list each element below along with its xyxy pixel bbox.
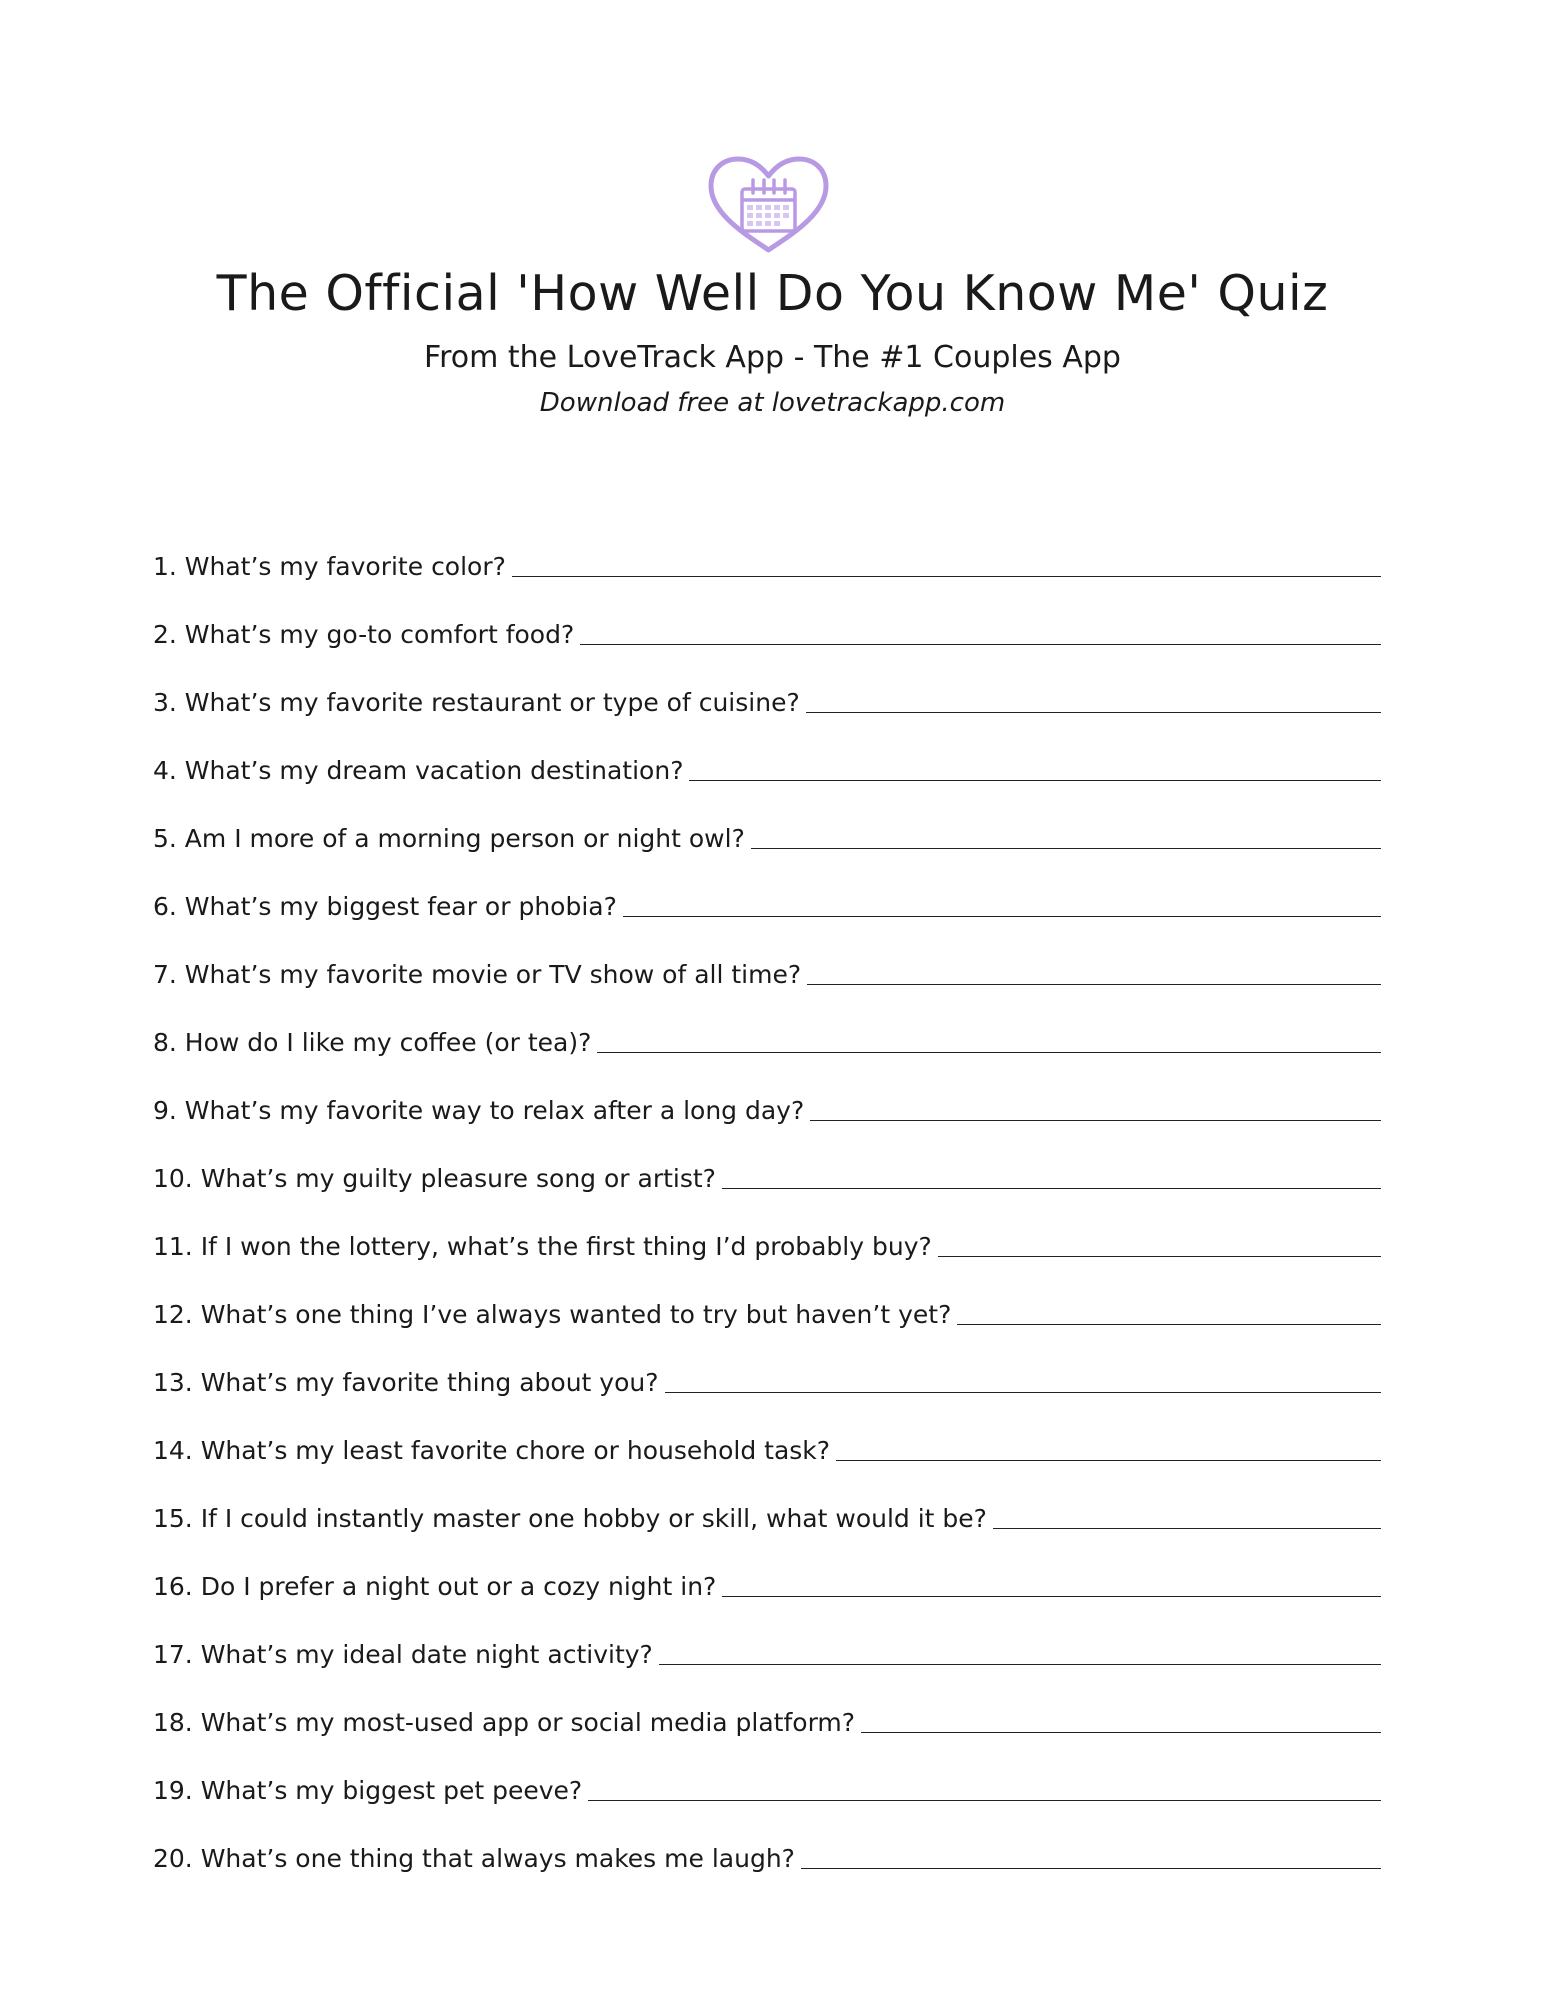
quiz-question <box>153 1740 1381 1808</box>
quiz-question <box>153 1536 1381 1604</box>
question-text: 10. What’s my guilty pleasure song or artist? <box>153 1164 716 1193</box>
question-list <box>153 516 1381 1876</box>
quiz-question <box>153 1604 1381 1672</box>
quiz-question <box>153 924 1381 992</box>
question-text: 17. What’s my ideal date night activity? <box>153 1640 653 1669</box>
question-text: 20. What’s one thing that always makes me laugh? <box>153 1844 795 1873</box>
answer-line[interactable] <box>938 1256 1381 1257</box>
quiz-question <box>153 1128 1381 1196</box>
quiz-question <box>153 1400 1381 1468</box>
quiz-question <box>153 788 1381 856</box>
download-note: Download free at lovetrackapp.com <box>539 388 1006 418</box>
answer-line[interactable] <box>597 1052 1381 1053</box>
quiz-question <box>153 1196 1381 1264</box>
quiz-question <box>153 652 1381 720</box>
answer-line[interactable] <box>665 1392 1381 1393</box>
question-text: 15. If I could instantly master one hobby or skill, what would it be? <box>153 1504 987 1533</box>
quiz-question <box>153 856 1381 924</box>
answer-line[interactable] <box>512 576 1381 577</box>
quiz-question <box>153 1060 1381 1128</box>
question-text: 7. What’s my favorite movie or TV show of all time? <box>153 960 802 989</box>
question-text: 8. How do I like my coffee (or tea)? <box>153 1028 592 1057</box>
quiz-question <box>153 720 1381 788</box>
quiz-question <box>153 1332 1381 1400</box>
answer-line[interactable] <box>801 1868 1381 1869</box>
quiz-question <box>153 1468 1381 1536</box>
question-text: 18. What’s my most-used app or social media platform? <box>153 1708 856 1737</box>
answer-line[interactable] <box>836 1460 1381 1461</box>
answer-line[interactable] <box>588 1800 1381 1801</box>
question-text: 5. Am I more of a morning person or night owl? <box>153 824 745 853</box>
question-text: 1. What’s my favorite color? <box>153 552 506 581</box>
answer-line[interactable] <box>806 712 1381 713</box>
question-text: 16. Do I prefer a night out or a cozy night in? <box>153 1572 717 1601</box>
answer-line[interactable] <box>751 848 1381 849</box>
quiz-question <box>153 1264 1381 1332</box>
answer-line[interactable] <box>861 1732 1381 1733</box>
page-subtitle: From the LoveTrack App - The #1 Couples App <box>424 340 1121 375</box>
answer-line[interactable] <box>722 1188 1381 1189</box>
quiz-question <box>153 584 1381 652</box>
heart-calendar-icon <box>705 153 832 256</box>
page-title: The Official 'How Well Do You Know Me' Quiz <box>216 265 1329 322</box>
question-text: 2. What’s my go-to comfort food? <box>153 620 575 649</box>
question-text: 6. What’s my biggest fear or phobia? <box>153 892 617 921</box>
question-text: 3. What’s my favorite restaurant or type of cuisine? <box>153 688 800 717</box>
answer-line[interactable] <box>957 1324 1381 1325</box>
quiz-question <box>153 516 1381 584</box>
answer-line[interactable] <box>689 780 1381 781</box>
answer-line[interactable] <box>659 1664 1381 1665</box>
answer-line[interactable] <box>810 1120 1381 1121</box>
question-text: 9. What’s my favorite way to relax after a long day? <box>153 1096 805 1125</box>
question-text: 4. What’s my dream vacation destination? <box>153 756 684 785</box>
answer-line[interactable] <box>623 916 1381 917</box>
question-text: 19. What’s my biggest pet peeve? <box>153 1776 583 1805</box>
question-text: 13. What’s my favorite thing about you? <box>153 1368 659 1397</box>
answer-line[interactable] <box>807 984 1381 985</box>
quiz-question <box>153 1672 1381 1740</box>
question-text: 12. What’s one thing I’ve always wanted to try but haven’t yet? <box>153 1300 952 1329</box>
quiz-question <box>153 1808 1381 1876</box>
answer-line[interactable] <box>580 644 1381 645</box>
question-text: 11. If I won the lottery, what’s the first thing I’d probably buy? <box>153 1232 932 1261</box>
answer-line[interactable] <box>722 1596 1381 1597</box>
question-text: 14. What’s my least favorite chore or household task? <box>153 1436 831 1465</box>
quiz-question <box>153 992 1381 1060</box>
answer-line[interactable] <box>993 1528 1381 1529</box>
